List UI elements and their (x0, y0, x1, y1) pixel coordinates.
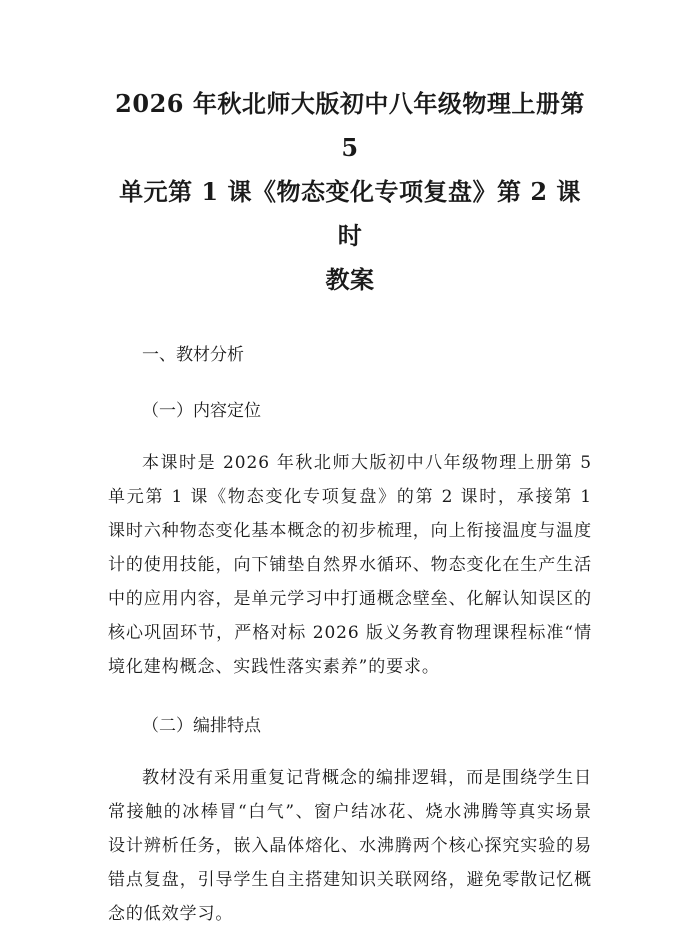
paragraph-content-positioning: 本课时是 2026 年秋北师大版初中八年级物理上册第 5 单元第 1 课《物态变化专项复盘》的第 2 课时，承接第 1 课时六种物态变化基本概念的初步梳理，向上衔接温度与温度计的使用技能，向下铺垫自然界水循环、物态变化在生产生活中的应用内容，是单元学习中打通概念壁垒、化解认知误区的核心巩固环节，严格对标 2026 版义务教育物理课程标准“情境化建构概念、实践性落实素养”的要求。 (108, 453, 592, 677)
title-line-1: 2026 年秋北师大版初中八年级物理上册第 5 (115, 89, 585, 162)
paragraph-arrangement-features: 教材没有采用重复记背概念的编排逻辑，而是围绕学生日常接触的冰棒冒“白气”、窗户结冰花、烧水沸腾等真实场景设计辨析任务，嵌入晶体熔化、水沸腾两个核心探究实验的易错点复盘，引导学生自主搭建知识关联网络，避免零散记忆概念的低效学习。 (108, 768, 592, 924)
subsection-heading-arrangement-features: （二）编排特点 (142, 716, 261, 736)
document-title (108, 82, 592, 302)
title-line-3: 教案 (325, 265, 375, 294)
subsection-heading-content-positioning: （一）内容定位 (142, 401, 261, 421)
document-body (108, 327, 592, 931)
section-heading-textbook-analysis: 一、教材分析 (142, 345, 244, 365)
title-line-2: 单元第 1 课《物态变化专项复盘》第 2 课时 (119, 177, 581, 250)
